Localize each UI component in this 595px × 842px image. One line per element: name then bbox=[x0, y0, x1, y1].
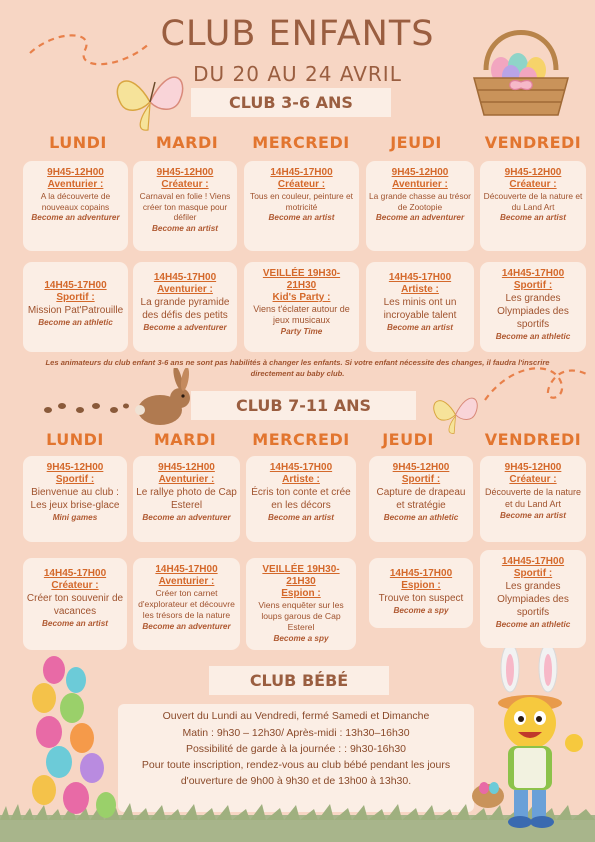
activity-card: 9H45-12H00 Aventurier : Le rallye photo de Cap Esterel Become an adventurer bbox=[133, 456, 240, 542]
day-friday: VENDREDI bbox=[484, 430, 582, 449]
activity-card: 9H45-12H00 Sportif : Capture de drapeau et stratégie Become an athletic bbox=[369, 456, 473, 542]
day-tuesday: MARDI bbox=[155, 133, 219, 152]
activity-card: 14H45-17H00 Créateur : Créer ton souvenir de vacances Become an artist bbox=[23, 558, 127, 650]
activity-card: 14H45-17H00 Espion : Trouve ton suspect Become a spy bbox=[369, 558, 473, 628]
butterfly-icon bbox=[110, 62, 190, 137]
activity-card: 14H45-17H00 Sportif : Les grandes Olympiades des sportifs Become an athletic bbox=[480, 550, 586, 648]
activity-card: 14H45-17H00 Sportif : Les grandes Olympiades des sportifs Become an athletic bbox=[480, 262, 586, 352]
activity-card: 14H45-17H00 Sportif : Mission Pat'Patrouille Become an athletic bbox=[23, 262, 128, 352]
bebe-info-line: Pour toute inscription, rendez-vous au club bébé pendant les jours bbox=[141, 759, 451, 771]
club-bebe-heading: CLUB BÉBÉ bbox=[209, 666, 389, 695]
page-title: CLUB ENFANTS bbox=[160, 14, 435, 54]
activity-card: 14H45-17H00 Créateur : Tous en couleur, peinture et motricité Become an artist bbox=[244, 161, 359, 251]
activity-card: 14H45-17H00 Aventurier : Créer ton carnet d'explorateur et découvre les trésors de la nature Become an adventurer bbox=[133, 558, 240, 650]
bunny-mascot-icon bbox=[470, 648, 590, 833]
bebe-info-line: d'ouverture de 9h00 à 9h30 et de 13h00 à 13h30. bbox=[180, 775, 412, 787]
club-3-6-heading: CLUB 3-6 ANS bbox=[191, 88, 391, 117]
bebe-info-line: Ouvert du Lundi au Vendredi, fermé Samedi et Dimanche bbox=[162, 710, 430, 722]
bebe-info-line: Matin : 9h30 – 12h30/ Après-midi : 13h30–16h30 bbox=[182, 727, 410, 739]
day-monday: LUNDI bbox=[46, 430, 104, 449]
activity-card: VEILLÉE 19H30-21H30 Espion : Viens enquêter sur les loups garous de Cap Esterel Become a spy bbox=[246, 558, 356, 650]
activity-card: 9H45-12H00 Aventurier : La grande chasse au trésor de Zootopie Become an adventurer bbox=[366, 161, 474, 251]
activity-card: 9H45-12H00 Aventurier : A la découverte de nouveaux copains Become an adventurer bbox=[23, 161, 128, 251]
footprints-icon bbox=[40, 398, 130, 418]
easter-basket-icon bbox=[466, 20, 576, 120]
day-wednesday: MERCREDI bbox=[252, 430, 350, 449]
day-thursday: JEUDI bbox=[390, 133, 442, 152]
activity-card: 14H45-17H00 Artiste : Les minis ont un incroyable talent Become an artist bbox=[366, 262, 474, 352]
day-friday: VENDREDI bbox=[484, 133, 582, 152]
activity-card: 9H45-12H00 Créateur : Découverte de la nature et du Land Art Become an artist bbox=[480, 456, 586, 542]
day-monday: LUNDI bbox=[49, 133, 107, 152]
bebe-info-line: Possibilité de garde à la journée : : 9h30-16h30 bbox=[185, 743, 407, 755]
page-dates: DU 20 AU 24 AVRIL bbox=[193, 62, 402, 86]
club-7-11-heading: CLUB 7-11 ANS bbox=[191, 391, 416, 420]
activity-card: 14H45-17H00 Aventurier : La grande pyramide des défis des petits Become a adventurer bbox=[133, 262, 237, 352]
day-tuesday: MARDI bbox=[153, 430, 217, 449]
activity-card: 9H45-12H00 Sportif : Bienvenue au club : Les jeux brise-glace Mini games bbox=[23, 456, 127, 542]
activity-card: 9H45-12H00 Créateur : Découverte de la nature et du Land Art Become an artist bbox=[480, 161, 586, 251]
activity-card: VEILLÉE 19H30-21H30 Kid's Party : Viens t'éclater autour de jeux musicaux Party Time bbox=[244, 262, 359, 352]
bunny-icon bbox=[132, 368, 194, 428]
day-thursday: JEUDI bbox=[382, 430, 434, 449]
activity-card: 14H45-17H00 Artiste : Écris ton conte et crée en les décors Become an artist bbox=[246, 456, 356, 542]
activity-card: 9H45-12H00 Créateur : Carnaval en folie ! Viens créer ton masque pour défiler Become an artist bbox=[133, 161, 237, 251]
club-3-6-note: Les animateurs du club enfant 3-6 ans ne sont pas habilités à changer les enfants. Si votre enfant nécessite des changes, il faudra l'inscrire directement au baby club. bbox=[45, 358, 550, 378]
easter-eggs-icon bbox=[14, 650, 119, 825]
day-wednesday: MERCREDI bbox=[252, 133, 350, 152]
